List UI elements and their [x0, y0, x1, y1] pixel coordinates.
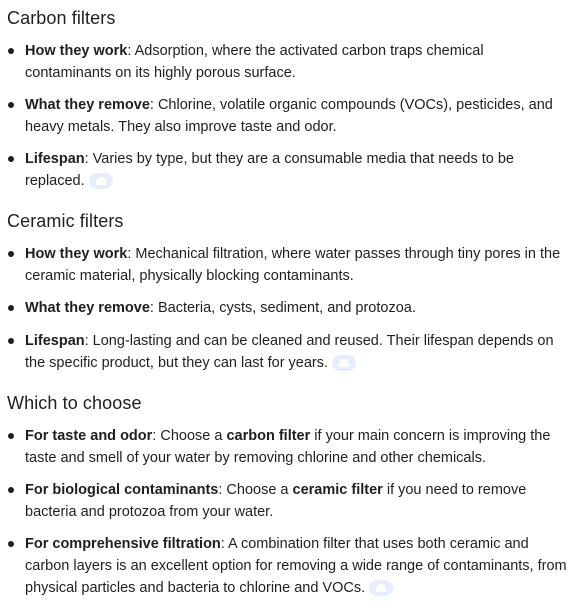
item-label: For comprehensive filtration — [25, 536, 221, 552]
bullet-icon — [8, 156, 14, 162]
item-text: : Adsorption, where the activated carbon traps chemical — [127, 43, 484, 59]
bullet-icon — [8, 487, 14, 493]
bullet-icon — [8, 433, 14, 439]
item-text: : Chlorine, volatile organic compounds (VOCs), pesticides, and — [149, 97, 553, 113]
item-text: carbon layers is an excellent option for removing a wide range of contaminants, from — [25, 558, 567, 574]
source-link-icon[interactable] — [369, 580, 393, 596]
item-emphasis: carbon filter — [226, 428, 311, 444]
bullet-icon — [8, 251, 14, 257]
bullet-icon — [8, 102, 14, 108]
bullet-icon — [8, 48, 14, 54]
item-label: Lifespan — [25, 151, 85, 167]
item-emphasis: ceramic filter — [292, 482, 383, 498]
source-link-icon[interactable] — [332, 355, 356, 371]
heading-carbon-filters: Carbon filters — [7, 8, 116, 28]
item-text: : Choose a — [218, 482, 293, 498]
heading-ceramic-filters: Ceramic filters — [7, 211, 124, 231]
item-label: How they work — [25, 246, 128, 262]
item-text: if you need to remove — [382, 482, 527, 498]
item-text: heavy metals. They also improve taste and odor. — [25, 119, 337, 135]
item-text: bacteria and protozoa from your water. — [25, 504, 274, 520]
item-label: How they work — [25, 43, 128, 59]
item-text: contaminants on its highly porous surface. — [25, 65, 296, 81]
item-text: : A combination filter that uses both ceramic and — [220, 536, 529, 552]
item-text: the specific product, but they can last for years. — [25, 355, 329, 371]
source-link-icon[interactable] — [89, 173, 113, 189]
item-text: physical particles and bacteria to chlorine and VOCs. — [25, 580, 366, 596]
item-label: Lifespan — [25, 333, 85, 349]
item-text: : Choose a — [152, 428, 227, 444]
item-text: taste and smell of your water by removing chlorine and other chemicals. — [25, 450, 486, 466]
item-text: : Varies by type, but they are a consumable media that needs to be — [84, 151, 514, 167]
bullet-icon — [8, 338, 14, 344]
item-label: For taste and odor — [25, 428, 153, 444]
heading-which-to-choose: Which to choose — [7, 393, 142, 413]
item-text: : Long-lasting and can be cleaned and reused. Their lifespan depends on — [84, 333, 554, 349]
item-label: For biological contaminants — [25, 482, 219, 498]
item-text: : Mechanical filtration, where water passes through tiny pores in the — [127, 246, 561, 262]
bullet-icon — [8, 541, 14, 547]
item-text: : Bacteria, cysts, sediment, and protozoa. — [149, 300, 416, 316]
bullet-icon — [8, 305, 14, 311]
item-text: replaced. — [25, 173, 85, 189]
item-label: What they remove — [25, 97, 150, 113]
item-text: ceramic material, physically blocking contaminants. — [25, 268, 354, 284]
item-label: What they remove — [25, 300, 150, 316]
item-text: if your main concern is improving the — [310, 428, 551, 444]
